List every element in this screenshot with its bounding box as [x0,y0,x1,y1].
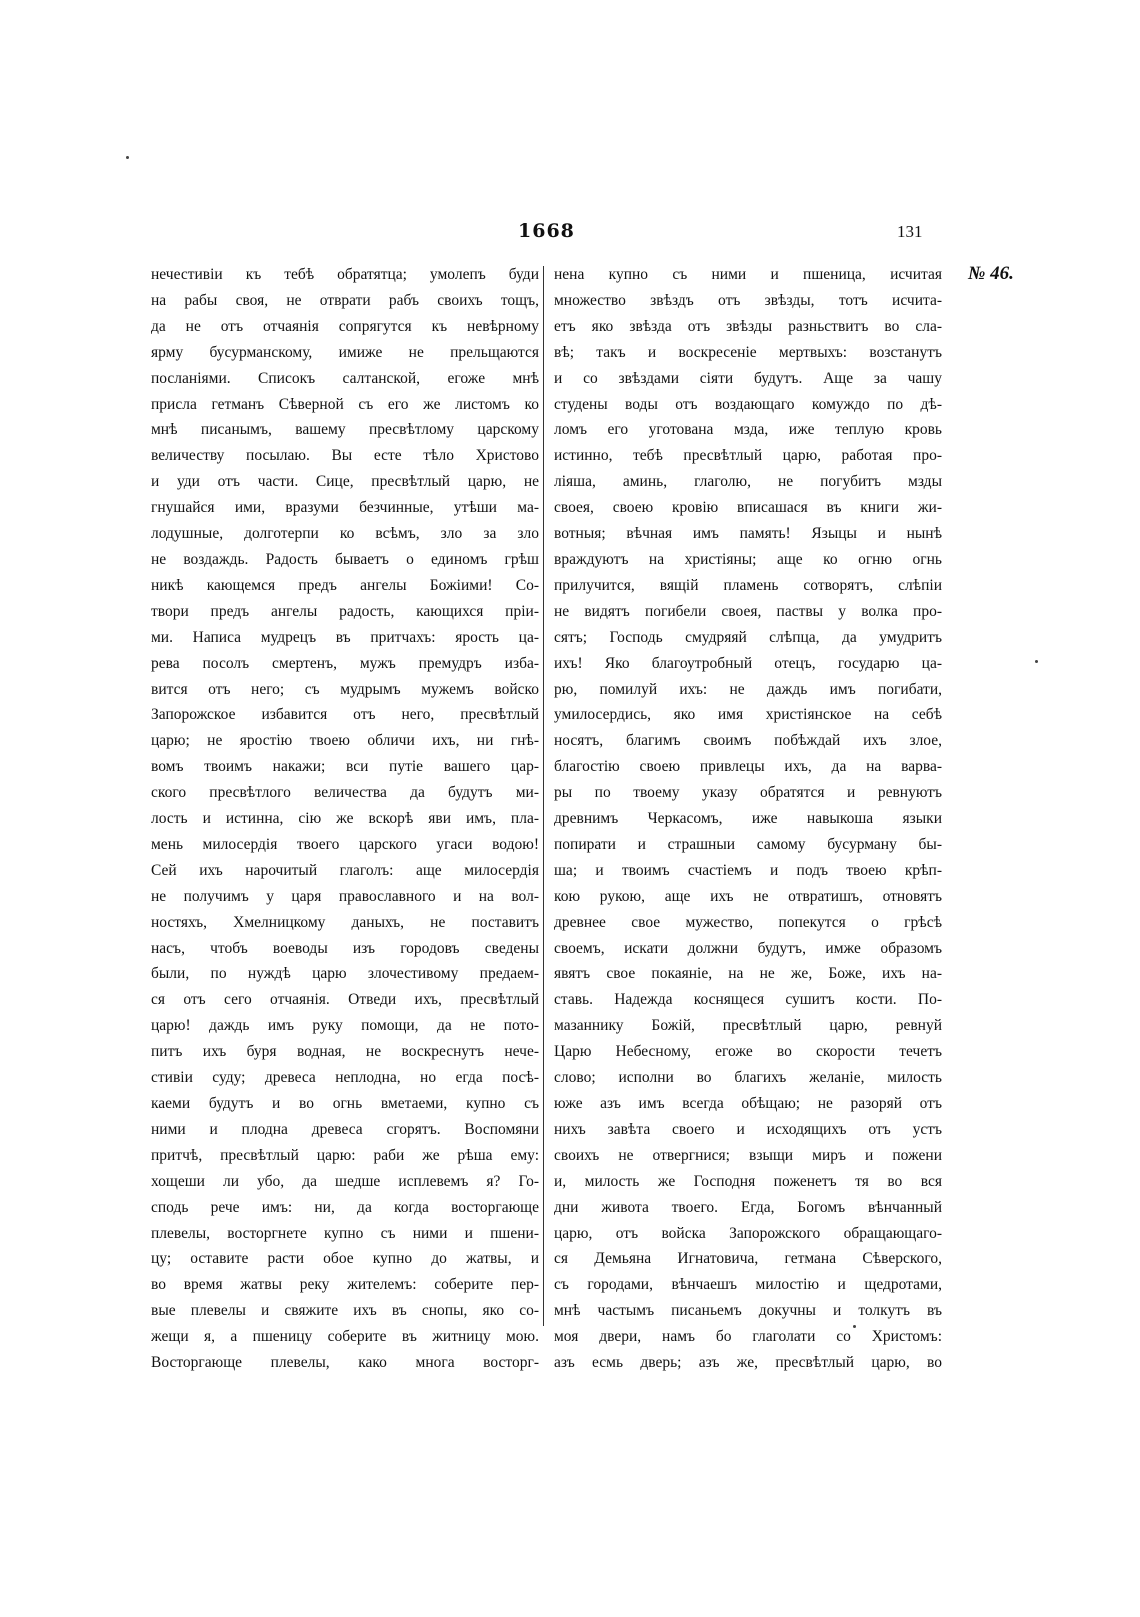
document-number: № 46. [968,263,1014,284]
text-line: кою рукою, аще ихъ не отвратишъ, отновятъ [554,887,942,905]
text-line: да не отъ отчаянія сопрягутся къ невѣрному [151,317,539,335]
text-line: ся отъ сего отчаянія. Отведи ихъ, пресвѣтлый [151,991,539,1009]
text-line: попирати и страшныи самому бусурману бы- [554,835,942,853]
text-line: вится отъ него; съ мудрымъ мужемъ войско [151,680,539,698]
text-line: на рабы своя, не отврати рабъ своихъ тощъ, [151,291,539,309]
page-year-heading: 1668 [518,220,575,242]
text-line: ихъ! Яко благоутробный отецъ, государю ца- [554,654,942,672]
text-line: не видятъ погибели своея, паствы у волка про- [554,602,942,620]
text-line: сподь рече имъ: ни, да когда восторгающе [151,1198,539,1216]
text-line: плевелы, восторгнете купно съ ними и пшени- [151,1224,539,1242]
text-line: лость и истинна, сію же вскорѣ яви имъ, пла- [151,810,539,828]
text-line: своея, своею кровію вписашася въ книги жи- [554,499,942,517]
text-line: посланіями. Списокъ салтанской, егоже мнѣ [151,369,539,387]
text-line: ставь. Надежда коснящеся сушитъ кости. По- [554,991,942,1009]
column-divider [543,266,544,1326]
text-line: рю, помилуй ихъ: не даждь имъ погибати, [554,680,942,698]
text-line: величеству посылаю. Вы есте тѣло Христово [151,447,539,465]
text-line: царю! даждь имъ руку помощи, да не пото- [151,1017,539,1035]
text-line: стивіи суду; древеса неплодна, но егда посѣ- [151,1069,539,1087]
text-line: жещи я, а пшеницу соберите въ житницу мою. [151,1328,539,1346]
text-line: вѣ; такъ и воскресеніе мертвыхъ: возстанутъ [554,343,942,361]
text-line: древнимъ Черкасомъ, иже навыкоша языки [554,810,942,828]
text-line: прилучится, вящій пламень сотворятъ, слѣпіи [554,576,942,594]
text-line: гнушайся ими, вразуми безчинные, утѣши ма- [151,499,539,517]
text-line: Сей ихъ нарочитый глаголъ: аще милосердія [151,861,539,879]
text-line: во время жатвы реку жителемъ: соберите пер- [151,1276,539,1294]
text-line: присла гетманъ Сѣверной съ его же листомъ ко [151,395,539,413]
text-line: слово; исполни во благихъ желаніе, милость [554,1069,942,1087]
text-line: и, милость же Господня поженетъ тя во вся [554,1172,942,1190]
left-text-column [151,262,539,1376]
text-line: съ городами, вѣнчаешъ милостію и щедротами, [554,1276,942,1294]
text-line: носятъ, благимъ своимъ побѣждай ихъ злое, [554,732,942,750]
text-line: притчѣ, пресвѣтлый царю: раби же рѣша ему: [151,1146,539,1164]
text-line: лодушные, долготерпи ко всѣмъ, зло за зло [151,525,539,543]
text-line: не воздаждь. Радость бываетъ о единомъ грѣш [151,550,539,568]
text-line: мнѣ частымъ писаньемъ докучны и толкутъ въ [554,1302,942,1320]
text-line: истинно, тебѣ пресвѣтлый царю, работая про- [554,447,942,465]
text-line: цу; оставите расти обое купно до жатвы, и [151,1250,539,1268]
text-line: нечестивіи къ тебѣ обратятца; умолепъ буди [151,266,539,283]
text-line: сятъ; Господь смудряяй слѣпца, да умудритъ [554,628,942,646]
text-line: множество звѣздъ отъ звѣзды, тотъ исчита- [554,291,942,309]
text-line: и уди отъ части. Сице, пресвѣтлый царю, не [151,473,539,491]
text-line: и со звѣздами сіяти будутъ. Аще за чашу [554,369,942,387]
text-line: ми. Написа мудрецъ въ притчахъ: ярость ца- [151,628,539,646]
text-line: Запорожское избавится отъ него, пресвѣтлый [151,706,539,724]
text-line: насъ, чтобъ воеводы изъ городовъ сведены [151,939,539,957]
text-line: своихъ не отвергнися; взыщи миръ и пожени [554,1146,942,1164]
text-line: твори предъ ангелы радость, кающихся пріи- [151,602,539,620]
text-line: етъ яко звѣзда отъ звѣзды разньствитъ во сла- [554,317,942,335]
text-line: явятъ свое покаяніе, на не же, Боже, ихъ на- [554,965,942,983]
text-line: Восторгающе плевелы, како многа восторг- [151,1354,539,1372]
scan-speck [126,156,129,159]
text-line: ского пресвѣтлого величества да будутъ ми- [151,784,539,802]
text-line: вомъ твоимъ накажи; вси путіе вашего цар- [151,758,539,776]
page-number: 131 [897,222,923,241]
text-line: ры по твоему указу обратятся и ревнуютъ [554,784,942,802]
text-line: ліяша, аминь, глаголю, не погубитъ мзды [554,473,942,491]
text-line: ша; и твоимъ счастіемъ и подъ твоею крѣп- [554,861,942,879]
text-line: хощеши ли убо, да шедше исплевемъ я? Го- [151,1172,539,1190]
text-line: студены воды отъ воздающаго комуждо по дѣ- [554,395,942,413]
text-line: враждуютъ на христіяны; аще ко огню огнь [554,550,942,568]
right-text-column [554,262,942,1376]
text-line: вые плевелы и свяжите ихъ въ снопы, яко со- [151,1302,539,1320]
text-line: ся Демьяна Игнатовича, гетмана Сѣверского, [554,1250,942,1268]
text-line: никѣ кающемся предъ ангелы Божіими! Со- [151,576,539,594]
text-line: юже азъ имъ всегда обѣщаю; не разоряй отъ [554,1095,942,1112]
scan-speck [1035,660,1038,663]
text-line: каеми будутъ и во огнь вметаеми, купно съ [151,1095,539,1112]
scan-speck [853,1325,856,1328]
text-line: рева посолъ смертенъ, мужъ премудръ изба- [151,654,539,672]
text-line: питъ ихъ буря водная, не воскреснутъ нече- [151,1043,539,1061]
text-line: ними и плодна древеса сгорятъ. Воспомяни [151,1120,539,1138]
text-line: мазаннику Божій, пресвѣтлый царю, ревнуй [554,1017,942,1035]
text-line: ломъ его уготована мзда, иже теплую кровь [554,421,942,439]
text-line: своемъ, искати должни будутъ, имже образомъ [554,939,942,957]
text-line: нихъ завѣта своего и исходящихъ отъ устъ [554,1120,942,1138]
text-line: моя двери, намъ бо глаголати со Христомъ: [554,1328,942,1346]
text-line: древнее свое мужество, попекутся о грѣсѣ [554,913,942,931]
text-line: дни живота твоего. Егда, Богомъ вѣнчанный [554,1198,942,1216]
text-line: ярму бусурманскому, имиже не прельщаются [151,343,539,361]
text-line: мень милосердія твоего царского угаси водою! [151,835,539,853]
text-line: благостію своею привлецы ихъ, да на варва- [554,758,942,776]
text-line: мнѣ писанымъ, вашему пресвѣтлому царскому [151,421,539,439]
text-line: были, по нуждѣ царю злочестивому предаем- [151,965,539,983]
text-line: ностяхъ, Хмелницкому даныхъ, не поставитъ [151,913,539,931]
text-line: нена купно съ ними и пшеница, исчитая [554,266,942,283]
text-line: царю; не яростію твоею обличи ихъ, ни гнѣ- [151,732,539,750]
text-line: азъ есмь дверь; азъ же, пресвѣтлый царю, во [554,1354,942,1372]
text-line: царю, отъ войска Запорожского обращающаго- [554,1224,942,1242]
text-line: вотныя; вѣчная имъ память! Языцы и нынѣ [554,525,942,543]
text-line: Царю Небесному, егоже во скорости течетъ [554,1043,942,1061]
text-line: не получимъ у царя православного и на вол- [151,887,539,905]
text-line: умилосердись, яко имя христіянское на себѣ [554,706,942,724]
